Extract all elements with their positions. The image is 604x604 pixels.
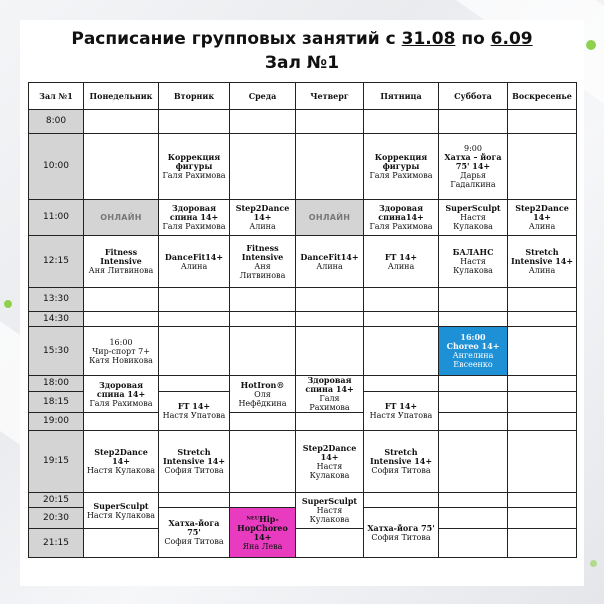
- trainer-name: Галя Рахимова: [89, 398, 153, 408]
- class-cell: [364, 392, 439, 431]
- class-name: HotIron®: [240, 379, 285, 390]
- class-cell: [159, 200, 230, 236]
- class-name: ᴺᴱᵂHip-HopChoreo 14+: [237, 513, 288, 542]
- class-name: Stretch Intensive 14+: [510, 247, 574, 266]
- decor-dot: [590, 560, 597, 567]
- trainer-name: Настя Кулакова: [453, 213, 493, 231]
- class-cell: [439, 327, 508, 376]
- class-cell: [364, 431, 439, 493]
- class-cell: [84, 327, 159, 376]
- hall-title: Зал №1: [264, 53, 340, 73]
- time-cell: 18:00: [29, 376, 84, 392]
- header-sunday: Воскресенье: [508, 83, 577, 110]
- trainer-name: София Титова: [371, 532, 431, 542]
- header-wednesday: Среда: [230, 83, 296, 110]
- class-name: Stretch Intensive 14+: [162, 447, 226, 466]
- trainer-name: Настя Кулакова: [86, 466, 156, 475]
- online-cell: ОНЛАЙН: [84, 200, 159, 236]
- class-cell: [84, 236, 159, 288]
- class-cell: [508, 200, 577, 236]
- class-name: DanceFit14+: [300, 251, 359, 262]
- time-cell: 18:15: [29, 392, 84, 413]
- trainer-name: Алина: [528, 222, 556, 231]
- table-row: [29, 200, 577, 236]
- header-thursday: Четверг: [296, 83, 364, 110]
- trainer-name: Галя Рахимова: [162, 222, 226, 231]
- trainer-name: Настя Кулакова: [309, 506, 350, 524]
- class-cell: [84, 431, 159, 493]
- time-cell: 15:30: [29, 327, 84, 376]
- class-name: Хатха-йога 75': [168, 518, 220, 537]
- table-row: [29, 431, 577, 493]
- class-name: SuperSculpt: [93, 500, 149, 511]
- class-cell: [230, 508, 296, 558]
- table-row: [29, 288, 577, 312]
- class-name: Коррекция фигуры: [167, 152, 221, 171]
- class-name: Stretch Intensive 14+: [369, 447, 433, 466]
- class-cell: [439, 134, 508, 200]
- trainer-name: Настя Кулакова: [86, 510, 156, 520]
- time-cell: 8:00: [29, 110, 84, 134]
- class-name: Хатха-йога 75': [367, 522, 435, 533]
- trainer-name: Настя Упатова: [162, 411, 226, 420]
- trainer-name: Алина: [316, 261, 343, 271]
- header-row: [29, 83, 577, 110]
- class-name: FT 14+: [384, 401, 418, 411]
- class-name: Step2Dance 14+: [302, 442, 357, 462]
- trainer-name: Алина: [528, 266, 556, 275]
- class-name: Choreo 14+: [446, 341, 500, 351]
- class-name: Fitness Intensive: [241, 242, 284, 262]
- class-cell: [84, 493, 159, 529]
- class-cell: [364, 236, 439, 288]
- class-name: SuperSculpt: [301, 496, 358, 506]
- class-name: БАЛАНС: [452, 247, 494, 257]
- class-cell: [296, 236, 364, 288]
- trainer-name: Катя Новикова: [89, 355, 153, 365]
- class-name: Чир-спорт 7+: [92, 346, 150, 356]
- page-title: Расписание групповых занятий с 31.08 по 6.09: [71, 29, 533, 49]
- class-cell: [439, 236, 508, 288]
- table-row: [29, 327, 577, 376]
- trainer-name: София Титова: [164, 466, 224, 475]
- class-cell: [230, 236, 296, 288]
- class-cell: [296, 493, 364, 529]
- class-name: Step2Dance 14+: [235, 203, 290, 222]
- time-cell: 19:00: [29, 413, 84, 431]
- class-name: Хатха – йога 75' 14+: [444, 152, 502, 171]
- class-cell: [364, 508, 439, 558]
- table-row: [29, 529, 577, 558]
- class-name: Step2Dance 14+: [94, 447, 148, 466]
- online-cell: ОНЛАЙН: [296, 200, 364, 236]
- time-cell: 21:15: [29, 529, 84, 558]
- trainer-name: Яна Лева: [242, 541, 283, 551]
- class-cell: [364, 134, 439, 200]
- class-name: DanceFit14+: [164, 251, 224, 262]
- class-time: 16:00: [109, 337, 133, 347]
- table-row: [29, 134, 577, 200]
- header-tuesday: Вторник: [159, 83, 230, 110]
- class-name: SuperSculpt: [445, 203, 501, 213]
- class-name: FT 14+: [384, 251, 418, 262]
- time-cell: 19:15: [29, 431, 84, 493]
- class-cell: [159, 236, 230, 288]
- trainer-name: Аня Литвинова: [239, 261, 286, 280]
- header-friday: Пятница: [364, 83, 439, 110]
- class-cell: [364, 200, 439, 236]
- trainer-name: Галя Рахимова: [369, 171, 433, 180]
- class-name: Коррекция фигуры: [374, 152, 428, 171]
- table-row: [29, 493, 577, 508]
- class-cell: [508, 236, 577, 288]
- trainer-name: Алина: [387, 261, 415, 271]
- class-name: Здоровая спина14+: [378, 203, 424, 222]
- class-cell: [230, 200, 296, 236]
- trainer-name: Алина: [249, 222, 276, 231]
- class-cell: [159, 134, 230, 200]
- class-cell: [159, 392, 230, 431]
- class-name: Fitness Intensive: [100, 247, 142, 266]
- time-cell: 12:15: [29, 236, 84, 288]
- table-row: [29, 376, 577, 392]
- decor-dot: [586, 40, 596, 50]
- class-name: Step2Dance 14+: [515, 203, 569, 222]
- header-saturday: Суббота: [439, 83, 508, 110]
- class-name: FT 14+: [177, 401, 211, 411]
- class-name: Здоровая спина 14+: [96, 379, 146, 399]
- time-cell: 11:00: [29, 200, 84, 236]
- header-hall: Зал №1: [29, 83, 84, 110]
- header-monday: Понедельник: [84, 83, 159, 110]
- class-name: Здоровая спина 14+: [305, 375, 354, 394]
- trainer-name: Настя Упатова: [369, 411, 433, 420]
- class-cell: [84, 376, 159, 413]
- class-time: 16:00: [460, 332, 486, 342]
- trainer-name: Оля Нефёдкина: [238, 389, 287, 408]
- trainer-name: Аня Литвинова: [88, 266, 154, 275]
- trainer-name: София Титова: [164, 537, 224, 546]
- trainer-name: Настя Кулакова: [309, 461, 350, 480]
- class-cell: [439, 200, 508, 236]
- trainer-name: Галя Рахимова: [309, 394, 350, 412]
- trainer-name: Ангелина Евсеенко: [452, 351, 494, 369]
- table-row: [29, 312, 577, 327]
- trainer-name: София Титова: [371, 466, 431, 475]
- trainer-name: Галя Рахимова: [369, 222, 433, 231]
- trainer-name: Галя Рахимова: [162, 171, 226, 180]
- class-cell: [296, 376, 364, 413]
- schedule-panel: [20, 20, 584, 586]
- time-cell: 14:30: [29, 312, 84, 327]
- time-cell: 13:30: [29, 288, 84, 312]
- time-cell: 10:00: [29, 134, 84, 200]
- schedule-table: [28, 82, 577, 558]
- class-cell: [296, 431, 364, 493]
- class-time: 9:00: [464, 144, 482, 153]
- time-cell: 20:15: [29, 493, 84, 508]
- class-name: Здоровая спина 14+: [169, 203, 219, 222]
- table-row: [29, 110, 577, 134]
- trainer-name: Алина: [180, 261, 208, 271]
- class-cell: [159, 508, 230, 558]
- table-row: [29, 413, 577, 431]
- time-cell: 20:30: [29, 508, 84, 529]
- trainer-name: Настя Кулакова: [453, 257, 493, 275]
- trainer-name: Дарья Гадалкина: [450, 171, 496, 189]
- class-cell: [159, 431, 230, 493]
- decor-dot: [4, 300, 12, 308]
- table-row: [29, 236, 577, 288]
- class-cell: [230, 376, 296, 413]
